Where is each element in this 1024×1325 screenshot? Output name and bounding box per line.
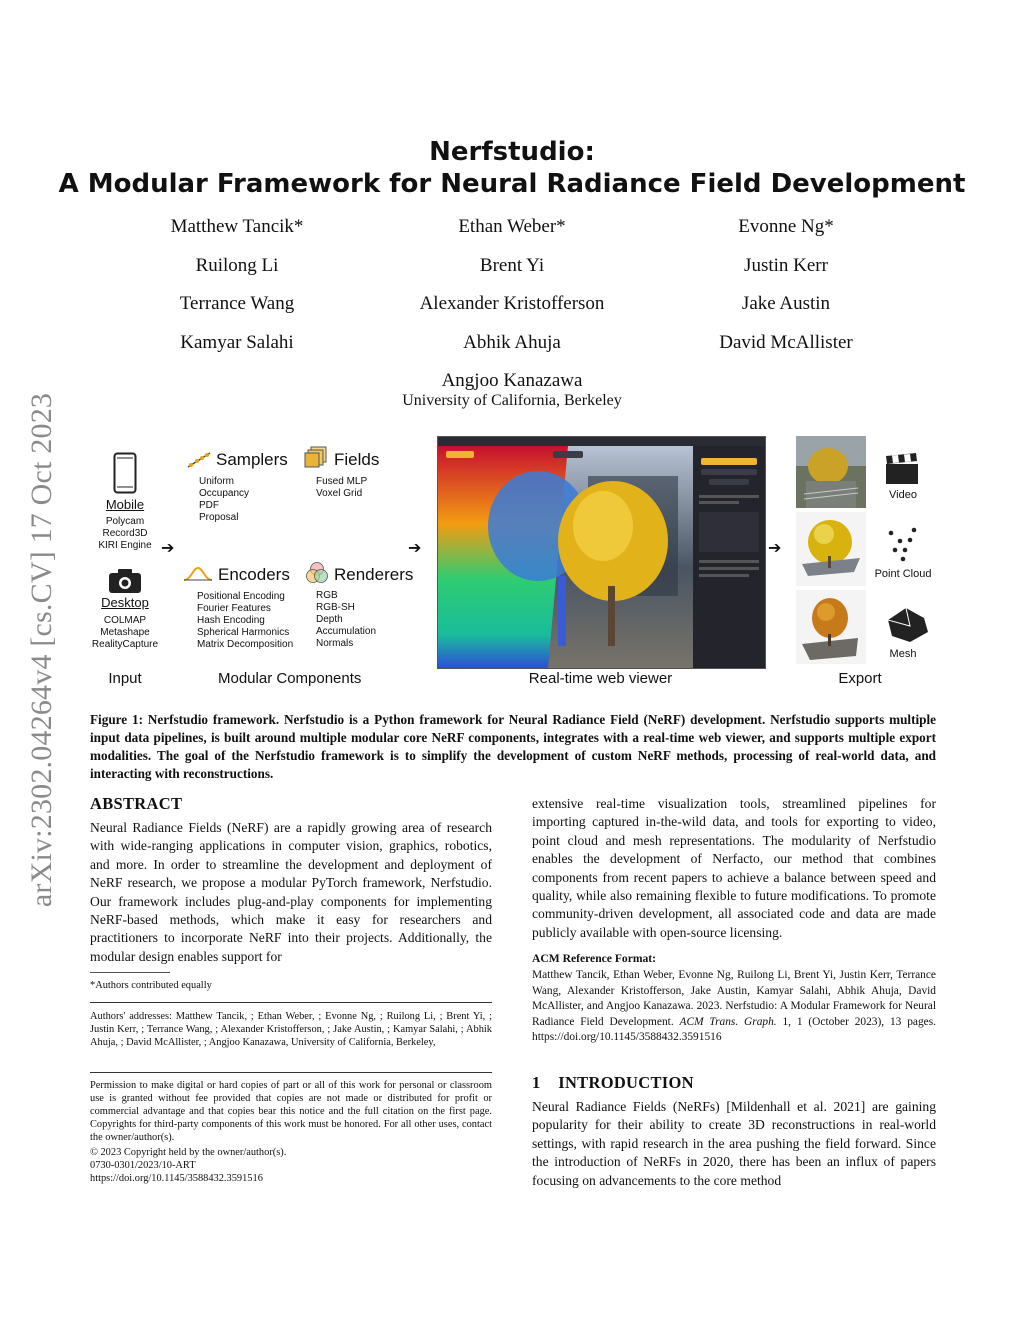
camera-icon [108,568,142,594]
arrow-right-icon: ➔ [768,540,782,557]
author: Brent Yi [479,255,545,276]
clapperboard-video-icon [884,452,920,486]
samplers-icon [186,451,212,469]
introduction-text: Neural Radiance Fields (NeRFs) [Mildenhall et al. 2021] are gaining popularity for their ability to create 3D reconstructions in real-world settings, with rapid research in the area pushing the field forward. Since the introduction of NeRFs in 2020, there has been an influx of papers focusing on advancements to the core method [532,1099,936,1188]
renderers-list: RGB RGB-SH Depth Accumulation Normals [316,590,377,649]
viewer-render [438,446,693,668]
author: David McAllister [719,332,853,353]
issn: 0730-0301/2023/10-ART [90,1160,196,1171]
author: Matthew Tancik* [170,216,304,237]
encoders-heading: Encoders [218,565,290,584]
abstract-text: Neural Radiance Fields (NeRF) are a rapidly growing area of research with wide-ranging applications in computer vision, graphics, robotics, and more. In order to streamline the development and deployment of NeRF research, we propose a modular PyTorch framework, Nerfstudio. Our framework includes plug-and-play components for implementing NeRF-based methods, which make it easy for researchers and practitioners to incorporate NeRF into their projects. Additionally, the modular design enables support for [90,820,492,964]
arrow-right-icon: ➔ [161,540,175,557]
export-video-thumbnail [796,436,866,508]
fields-grid-icon [304,446,328,468]
author: Terrance Wang [179,293,295,314]
viewer-column-label: Real-time web viewer [528,670,673,687]
point-cloud-icon [886,526,920,562]
doi-link[interactable]: https://doi.org/10.1145/3588432.3591516 [90,1173,263,1184]
export-mesh-thumbnail [796,590,866,664]
acm-reference-text [532,968,936,1046]
arrow-right-icon: ➔ [408,540,422,557]
author: Evonne Ng* [738,216,834,237]
samplers-list: Uniform Occupancy PDF Proposal [199,476,250,523]
author: Ruilong Li [195,255,279,276]
figure-caption: Figure 1: Nerfstudio framework. Nerfstudio is a Python framework for Neural Radiance Field (NeRF) development. Nerfstudio supports multiple input data pipelines, is built around multiple modular core NeRF components, integrates with a real-time web viewer, and supports multiple export modalities. The goal of the Nerfstudio framework is to simplify the development of custom NeRF methods, processing of real-world data, and interacting with reconstructions. [90,712,936,781]
address-divider [90,1002,492,1003]
input-desktop-label: Desktop [101,595,149,610]
mobile-phone-icon [113,452,137,494]
web-viewer-screenshot [437,436,766,669]
abstract-heading: ABSTRACT [90,794,183,813]
export-pointcloud-thumbnail [796,512,866,586]
acm-reference-citation: Matthew Tancik, Ethan Weber, Evonne Ng, Ruilong Li, Brent Yi, Justin Kerr, Terrance Wang, Alexander Kristofferson, Jake Austin, Kamyar Salahi, Abhik Ahuja, David McAllister, and Angjoo Kanazawa. 2023. Nerfstudio: A Modular Framework for Neural Radiance Field Development. [532,969,936,1028]
copyright-notice: © 2023 Copyright held by the owner/author(s). [90,1147,287,1158]
input-column-label: Input [108,670,142,687]
author: Kamyar Salahi [180,332,294,353]
author: Ethan Weber* [458,216,566,237]
permission-notice: Permission to make digital or hard copies of part or all of this work for personal or classroom use is granted without fee provided that copies are not made or distributed for profit or commercial advantage and that copies bear this notice and the full citation on the first page. Copyrights for third-party components of this work must be honored. For all other uses, contact the owner/author(s). [90,1080,492,1143]
author: Abhik Ahuja [463,332,561,353]
acm-reference-journal: ACM Trans. Graph. [679,1015,777,1028]
permission-divider [90,1072,492,1073]
samplers-heading: Samplers [216,450,288,469]
input-desktop-list: COLMAP Metashape RealityCapture [91,615,159,650]
acm-reference-heading: ACM Reference Format: [532,952,657,965]
paper-title-line2: A Modular Framework for Neural Radiance Field Development [58,169,966,199]
export-video-label: Video [889,489,917,501]
footnote-equal-contribution: *Authors contributed equally [90,980,212,991]
input-mobile-list: Polycam Record3D KIRI Engine [98,516,152,551]
authors-addresses: Authors' addresses: Matthew Tancik, ; Ethan Weber, ; Evonne Ng, ; Ruilong Li, ; Brent Yi, ; Justin Kerr, ; Terrance Wang, ; Alexander Kristofferson, ; Jake Austin, ; Kamyar Salahi, ; Abhik Ahuja, ; David McAllister, ; Angjoo Kanazawa, University of California, Berkeley, [90,1011,492,1048]
author: Jake Austin [741,293,831,314]
renderers-heading: Renderers [334,565,414,584]
encoders-wave-icon [183,566,213,582]
abstract-continued: extensive real-time visualization tools, streamlined pipelines for importing captured in-the-wild data, and tools for exporting to video, point cloud and mesh representations. The modularity of Nerfstudio enables the development of Nerfacto, our method that combines components from recent papers to achieve a balance between speed and quality, while also remaining flexible to future modifications. To promote community-driven development, all associated code and data are made publicly available with open-source licensing. [532,796,936,940]
viewer-toolbar [438,437,765,446]
footnote-divider [90,972,170,973]
arxiv-id: arXiv:2302.04264v4 [cs.CV] 17 Oct 2023 [25,392,58,908]
export-mesh-label: Mesh [889,648,917,660]
renderers-rgb-icon [305,561,329,585]
paper-title-line1: Nerfstudio: [429,137,595,167]
export-pointcloud-label: Point Cloud [874,568,932,580]
fields-heading: Fields [334,450,380,469]
fields-list: Fused MLP Voxel Grid [316,476,368,499]
affiliation: University of California, Berkeley [402,392,622,409]
encoders-list: Positional Encoding Fourier Features Hash Encoding Spherical Harmonics Matrix Decomposition [197,591,294,650]
author: Justin Kerr [744,255,828,276]
introduction-heading: 1 INTRODUCTION [532,1073,694,1092]
input-mobile-label: Mobile [105,497,145,512]
export-column-label: Export [838,670,882,687]
components-column-label: Modular Components [218,670,362,687]
author: Alexander Kristofferson [419,293,605,314]
mesh-icon [884,606,930,644]
acm-reference-details: 1, 1 (October 2023), 13 pages. https://doi.org/10.1145/3588432.3591516 [532,1015,936,1044]
author: Angjoo Kanazawa [441,370,583,391]
viewer-control-panel [693,446,765,668]
